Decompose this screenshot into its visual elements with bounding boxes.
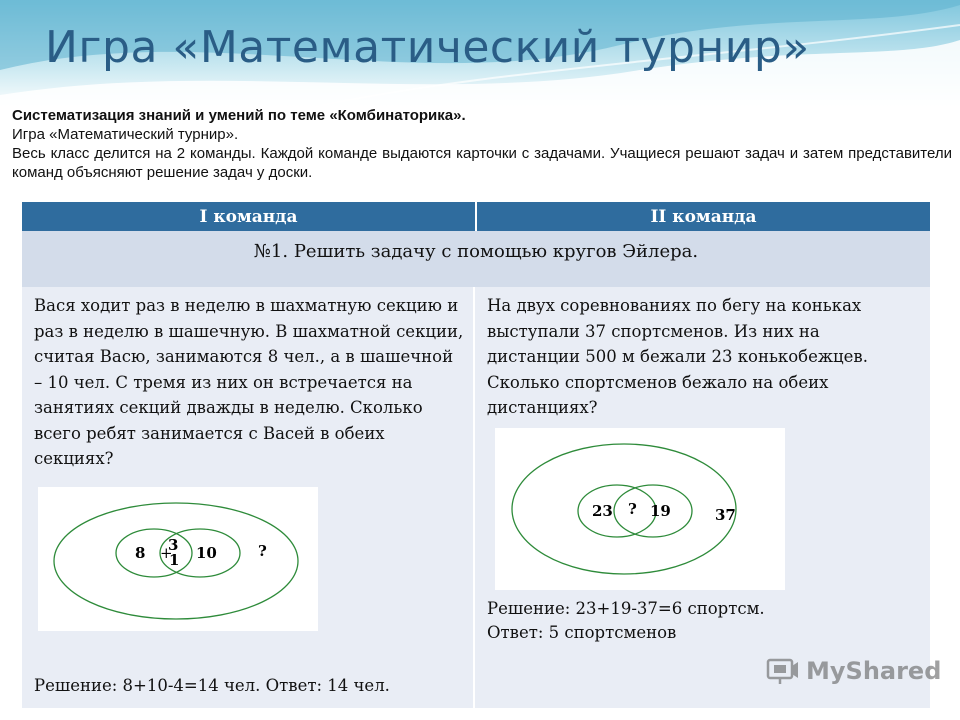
circle-chess (116, 529, 192, 577)
value-bottom: 1 (169, 551, 180, 569)
tournament-table (22, 202, 930, 708)
circle-500m (578, 485, 656, 537)
euler-diagram-team-1 (38, 487, 318, 631)
team-1-cell (22, 287, 475, 708)
team-1-problem: Вася ходит раз в неделю в шахматную секцию и раз в неделю в шашечную. В шахматной секции, считая Васю, занимаются 8 чел., а в шашечной – 10 чел. С тремя из них он встречается на занятиях секций дважды в неделю. Сколько всего ребят занимается с Васей в обеих секциях? (34, 296, 464, 468)
team-2-problem: На двух соревнованиях по бегу на коньках выступали 37 спортсменов. Из них на дистанции 500 м бежали 23 конькобежцев. Сколько спортсменов бежало на обеих дистанциях? (487, 296, 868, 417)
value-chess: 8 (135, 544, 146, 562)
value-top: 3 (168, 536, 179, 554)
task-row: №1. Решить задачу с помощью кругов Эйлера. (22, 231, 930, 287)
presentation-icon (766, 656, 800, 686)
value-500m: 23 (592, 502, 613, 520)
intro-text (12, 106, 952, 182)
value-unknown: ? (628, 500, 637, 518)
intro-line-rules: Весь класс делится на 2 команды. Каждой команде выдаются карточки с задачами. Учащиеся решают задач и затем представители команд объясняют решение задач у доски. (12, 145, 952, 181)
team-1-solution: Решение: 8+10-4=14 чел. Ответ: 14 чел. (34, 676, 390, 695)
watermark (766, 656, 941, 686)
watermark-text: MyShared (806, 657, 942, 685)
problems-row (22, 287, 930, 708)
team-2-solution (487, 597, 765, 645)
value-other: 19 (650, 502, 671, 520)
team-2-answer-line: Ответ: 5 спортсменов (487, 623, 677, 642)
value-checkers: 10 (196, 544, 217, 562)
team-2-solution-line: Решение: 23+19-37=6 спортсм. (487, 599, 765, 618)
value-total: 37 (715, 506, 736, 524)
intro-line-game: Игра «Математический турнир». (12, 126, 239, 143)
value-unknown: ? (258, 542, 267, 560)
intro-line-topic: Систематизация знаний и умений по теме «Комбинаторика». (12, 107, 466, 124)
header-team-2: II команда (477, 202, 930, 231)
outer-ellipse (512, 444, 736, 574)
euler-diagram-team-2 (495, 428, 785, 590)
page-title: Игра «Математический турнир» (45, 22, 810, 73)
table-header-row (22, 202, 930, 231)
plus-sign: + (160, 544, 173, 562)
header-team-1: I команда (22, 202, 477, 231)
